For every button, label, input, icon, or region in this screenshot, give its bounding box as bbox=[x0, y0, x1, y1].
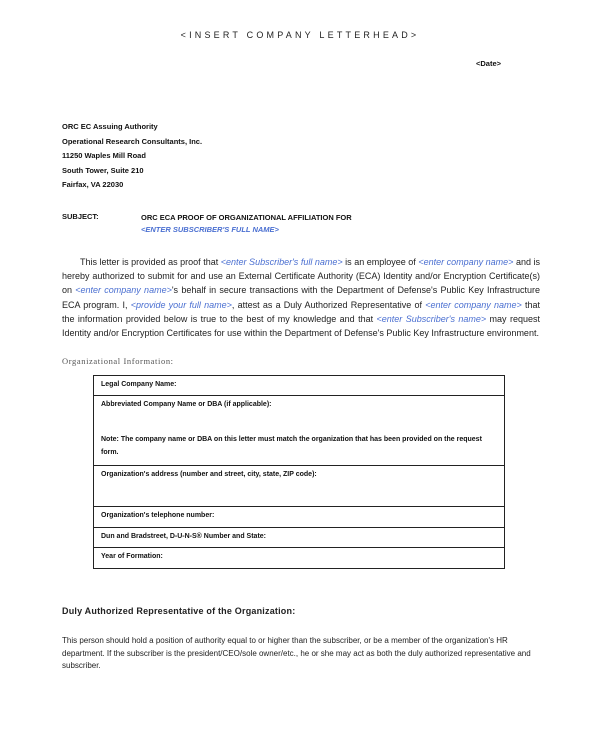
subscriber-name-placeholder: <ENTER SUBSCRIBER'S FULL NAME> bbox=[141, 224, 279, 234]
legal-name-label: Legal Company Name: bbox=[101, 381, 177, 388]
phone-label: Organization's telephone number: bbox=[101, 512, 215, 519]
address-line: Operational Research Consultants, Inc. bbox=[62, 136, 203, 146]
address-line: ORC EC Assuing Authority bbox=[62, 122, 158, 131]
subject-text bbox=[141, 212, 352, 235]
representative-paragraph: This person should hold a position of authority equal to or higher than the subscriber, or be a member of the organization's HR department. If the subscriber is the president/CEO/sole owner/etc., he or she may act as both the duly authorized representative and subscriber. bbox=[62, 636, 531, 670]
company-name-placeholder: <enter company name> bbox=[75, 285, 172, 296]
body-text: This letter is provided as proof that bbox=[80, 257, 221, 267]
address-line: 11250 Waples Mill Road bbox=[62, 151, 146, 160]
duns-label: Dun and Bradstreet, D-U-N-S® Number and State: bbox=[101, 533, 267, 540]
phone-row[interactable] bbox=[94, 507, 504, 528]
body-text: 's behalf in secure transactions with the Department of Defense's Public Key Infrastructure ECA program. I, bbox=[62, 285, 540, 310]
subscriber-name-placeholder: <enter Subscriber's name> bbox=[376, 313, 487, 324]
date-placeholder: <Date> bbox=[476, 59, 502, 68]
subscriber-name-placeholder: <enter Subscriber's full name> bbox=[220, 257, 343, 267]
legal-name-row[interactable] bbox=[94, 376, 504, 396]
duns-row[interactable] bbox=[94, 528, 504, 548]
representative-heading: Duly Authorized Representative of the Organization: bbox=[62, 606, 296, 616]
company-name-placeholder: <enter company name> bbox=[418, 257, 514, 267]
company-name-placeholder: <enter company name> bbox=[425, 299, 522, 310]
abbrev-name-row[interactable] bbox=[94, 396, 504, 466]
representative-name-placeholder: <provide your full name> bbox=[130, 299, 232, 310]
body-text: , attest as a Duly Authorized Representative of bbox=[231, 299, 426, 310]
subject-line: ORC ECA PROOF OF ORGANIZATIONAL AFFILIATION FOR bbox=[141, 213, 352, 222]
year-label: Year of Formation: bbox=[101, 553, 163, 560]
body-text: and is hereby authorized to submit for and use an External Certificate Authority (ECA) Identity and/or Encryption Certificate(s) on bbox=[62, 257, 541, 296]
address-label: Organization's address (number and street, city, state, ZIP code): bbox=[101, 471, 317, 478]
abbrev-name-label: Abbreviated Company Name or DBA (if applicable): bbox=[101, 401, 272, 408]
address-line: Fairfax, VA 22030 bbox=[62, 180, 124, 189]
company-name-note: Note: The company name or DBA on this letter must match the organization that has been provided on the request form. bbox=[101, 436, 482, 456]
address-row[interactable] bbox=[94, 466, 504, 507]
org-info-table bbox=[93, 375, 505, 569]
letterhead-placeholder: <INSERT COMPANY LETTERHEAD> bbox=[180, 30, 420, 40]
subject-label: SUBJECT: bbox=[62, 212, 99, 221]
year-row[interactable] bbox=[94, 548, 504, 568]
address-line: South Tower, Suite 210 bbox=[62, 165, 144, 175]
recipient-address bbox=[62, 120, 202, 193]
body-text: is an employee of bbox=[342, 257, 419, 267]
body-text: may request Identity and/or Encryption Certificates for use within the Department of Defense's Public Key Infrastructure environment. bbox=[62, 313, 540, 339]
org-info-heading: Organizational Information: bbox=[62, 356, 174, 366]
body-text: that the information provided below is true to the best of my knowledge and that bbox=[62, 299, 540, 324]
body-paragraph bbox=[62, 255, 540, 340]
